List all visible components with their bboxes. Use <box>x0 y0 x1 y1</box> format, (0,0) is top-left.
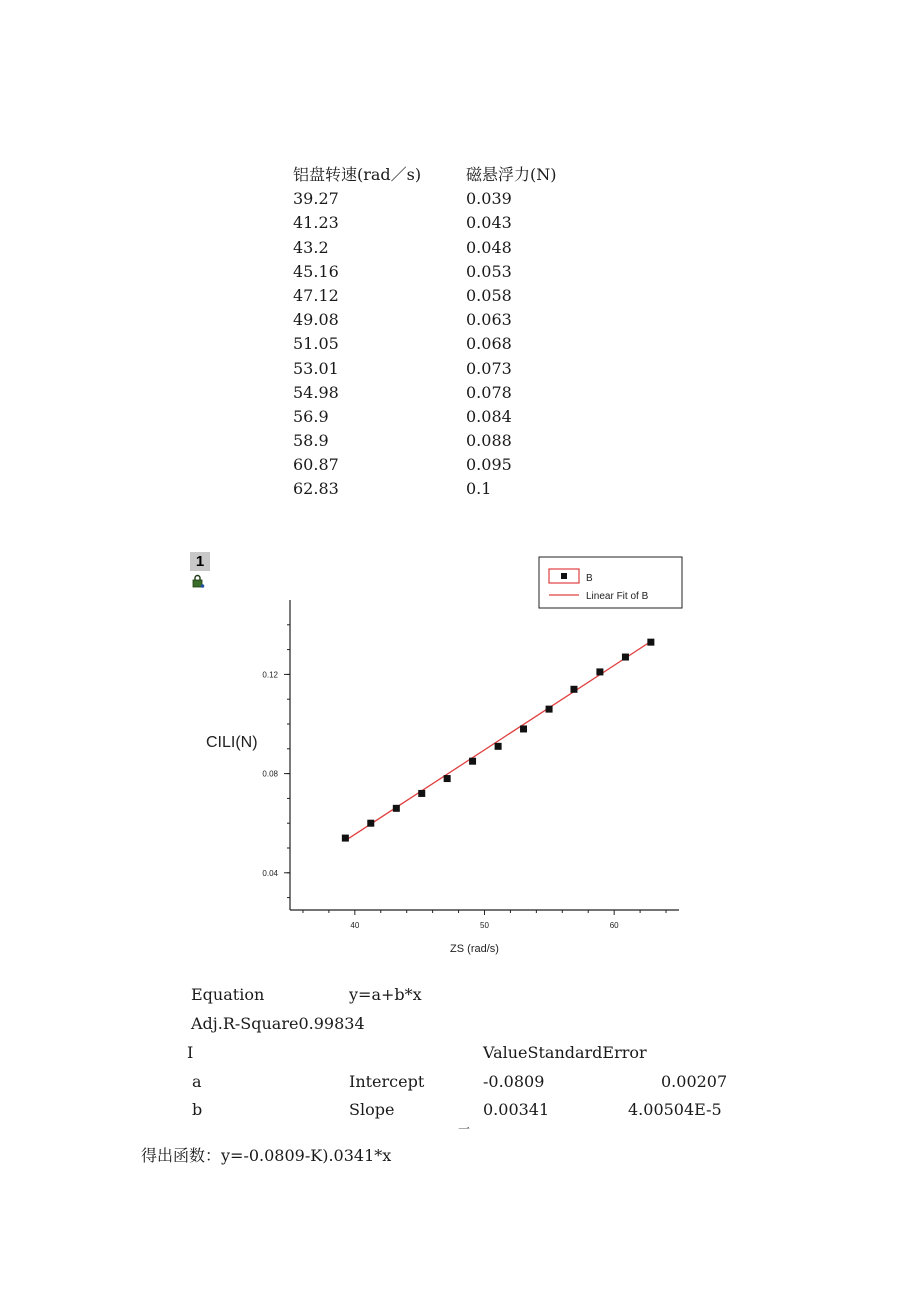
cell-force: 0.073 <box>466 358 512 378</box>
cell-force: 0.084 <box>466 406 512 426</box>
data-point <box>444 775 451 782</box>
data-point <box>596 668 603 675</box>
fit-header-col2: ValueStandardError <box>483 1043 647 1062</box>
cell-force: 0.1 <box>466 479 492 499</box>
cell-speed: 41.23 <box>293 213 339 233</box>
header-force: 磁悬浮力(N) <box>466 165 557 184</box>
legend-label-fit: Linear Fit of B <box>586 591 649 602</box>
cell-speed: 58.9 <box>293 431 329 451</box>
cell-speed: 60.87 <box>293 455 339 475</box>
param-b-error: 4.00504E-5 <box>628 1100 722 1119</box>
data-point <box>342 835 349 842</box>
param-a-name: Intercept <box>349 1072 425 1091</box>
cell-speed: 43.2 <box>293 237 329 257</box>
plot-number-badge: 1 <box>190 552 210 571</box>
legend-label-b: B <box>586 573 593 584</box>
param-b-value: 0.00341 <box>483 1100 550 1119</box>
cell-speed: 53.01 <box>293 358 339 378</box>
x-tick-label: 60 <box>609 921 619 930</box>
cell-speed: 39.27 <box>293 189 339 209</box>
dash-mark: 一 <box>458 1122 471 1136</box>
chart-figure <box>186 550 706 960</box>
cell-force: 0.068 <box>466 334 512 354</box>
data-point <box>367 820 374 827</box>
cell-speed: 47.12 <box>293 285 339 305</box>
legend-marker <box>561 573 567 579</box>
cell-speed: 56.9 <box>293 406 329 426</box>
cell-speed: 51.05 <box>293 334 339 354</box>
cell-force: 0.078 <box>466 382 512 402</box>
data-point <box>469 758 476 765</box>
x-tick-label: 50 <box>480 921 489 930</box>
param-a-value: -0.0809 <box>483 1072 545 1091</box>
fit-header-col1: I <box>187 1043 194 1062</box>
data-point <box>520 725 527 732</box>
data-point <box>647 639 654 646</box>
equation-value: y=a+b*x <box>349 985 422 1004</box>
data-point <box>393 805 400 812</box>
fit-line <box>345 641 650 840</box>
cell-force: 0.053 <box>466 261 512 281</box>
conclusion-line: 得出函数：y=-0.0809-K).0341*x <box>141 1146 392 1165</box>
data-point <box>495 743 502 750</box>
data-point <box>418 790 425 797</box>
x-axis-label: ZS (rad/s) <box>450 943 499 955</box>
cell-force: 0.088 <box>466 431 512 451</box>
scatter-chart <box>186 550 706 960</box>
cell-speed: 49.08 <box>293 310 339 330</box>
cell-force: 0.063 <box>466 310 512 330</box>
header-speed: 铝盘转速(rad／s) <box>293 165 422 184</box>
y-tick-label: 0.08 <box>262 769 278 779</box>
y-axis-label: CILI(N) <box>206 734 258 751</box>
x-tick-label: 40 <box>350 921 360 930</box>
data-point <box>570 686 577 693</box>
cell-speed: 54.98 <box>293 382 339 402</box>
cell-force: 0.095 <box>466 455 512 475</box>
cell-speed: 62.83 <box>293 479 339 499</box>
data-point <box>622 654 629 661</box>
cell-force: 0.039 <box>466 189 512 209</box>
param-a-symbol: a <box>192 1072 202 1091</box>
cell-speed: 45.16 <box>293 261 339 281</box>
y-tick-label: 0.12 <box>262 670 278 680</box>
equation-label: Equation <box>191 985 265 1004</box>
data-point <box>546 706 553 713</box>
param-b-name: Slope <box>349 1100 395 1119</box>
param-b-symbol: b <box>192 1100 203 1119</box>
y-tick-label: 0.04 <box>262 868 278 878</box>
adj-r-square: Adj.R-Square0.99834 <box>191 1014 365 1033</box>
cell-force: 0.058 <box>466 285 512 305</box>
cell-force: 0.043 <box>466 213 512 233</box>
cell-force: 0.048 <box>466 237 512 257</box>
param-a-error: 0.00207 <box>661 1072 728 1091</box>
